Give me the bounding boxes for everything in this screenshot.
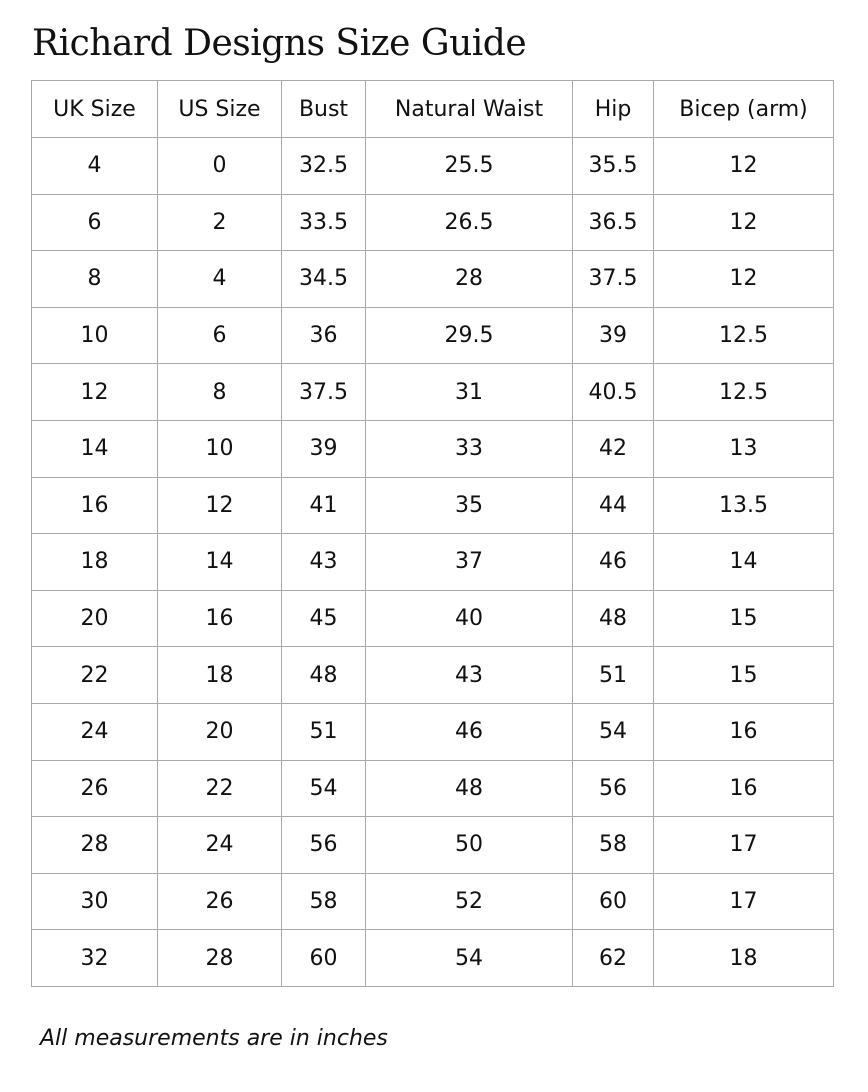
- table-row: [32, 873, 834, 930]
- bicep-cell: 12: [654, 138, 834, 195]
- table-row: [32, 420, 834, 477]
- bust-cell: 34.5: [282, 251, 366, 308]
- bicep-cell: 17: [654, 873, 834, 930]
- uk-size-cell: 4: [32, 138, 158, 195]
- bicep-cell: 14: [654, 534, 834, 591]
- table-header-row: [32, 81, 834, 138]
- hip-cell: 44: [573, 477, 654, 534]
- size-guide-table: [31, 80, 834, 987]
- us-size-cell: 8: [158, 364, 282, 421]
- natural-waist-cell: 25.5: [366, 138, 573, 195]
- natural-waist-cell: 37: [366, 534, 573, 591]
- uk-size-cell: 6: [32, 194, 158, 251]
- hip-cell: 35.5: [573, 138, 654, 195]
- us-size-cell: 22: [158, 760, 282, 817]
- bust-cell: 36: [282, 307, 366, 364]
- table-row: [32, 194, 834, 251]
- uk-size-cell: 10: [32, 307, 158, 364]
- natural-waist-cell: 40: [366, 590, 573, 647]
- bicep-cell: 17: [654, 817, 834, 874]
- uk-size-cell: 24: [32, 703, 158, 760]
- bust-cell: 33.5: [282, 194, 366, 251]
- header-uk-size: UK Size: [32, 81, 158, 138]
- natural-waist-cell: 54: [366, 930, 573, 987]
- hip-cell: 58: [573, 817, 654, 874]
- us-size-cell: 16: [158, 590, 282, 647]
- bust-cell: 45: [282, 590, 366, 647]
- us-size-cell: 24: [158, 817, 282, 874]
- table-row: [32, 534, 834, 591]
- bust-cell: 56: [282, 817, 366, 874]
- hip-cell: 39: [573, 307, 654, 364]
- table-row: [32, 930, 834, 987]
- us-size-cell: 10: [158, 420, 282, 477]
- table-row: [32, 477, 834, 534]
- uk-size-cell: 28: [32, 817, 158, 874]
- uk-size-cell: 18: [32, 534, 158, 591]
- bicep-cell: 18: [654, 930, 834, 987]
- bust-cell: 43: [282, 534, 366, 591]
- us-size-cell: 12: [158, 477, 282, 534]
- hip-cell: 48: [573, 590, 654, 647]
- natural-waist-cell: 33: [366, 420, 573, 477]
- us-size-cell: 6: [158, 307, 282, 364]
- uk-size-cell: 32: [32, 930, 158, 987]
- bust-cell: 37.5: [282, 364, 366, 421]
- hip-cell: 46: [573, 534, 654, 591]
- bicep-cell: 12.5: [654, 364, 834, 421]
- hip-cell: 54: [573, 703, 654, 760]
- natural-waist-cell: 52: [366, 873, 573, 930]
- hip-cell: 62: [573, 930, 654, 987]
- bicep-cell: 13: [654, 420, 834, 477]
- header-bust: Bust: [282, 81, 366, 138]
- bicep-cell: 15: [654, 590, 834, 647]
- natural-waist-cell: 29.5: [366, 307, 573, 364]
- uk-size-cell: 20: [32, 590, 158, 647]
- bust-cell: 48: [282, 647, 366, 704]
- bicep-cell: 13.5: [654, 477, 834, 534]
- bicep-cell: 12: [654, 194, 834, 251]
- natural-waist-cell: 31: [366, 364, 573, 421]
- natural-waist-cell: 43: [366, 647, 573, 704]
- table-row: [32, 590, 834, 647]
- hip-cell: 51: [573, 647, 654, 704]
- natural-waist-cell: 28: [366, 251, 573, 308]
- uk-size-cell: 22: [32, 647, 158, 704]
- hip-cell: 56: [573, 760, 654, 817]
- table-row: [32, 760, 834, 817]
- us-size-cell: 18: [158, 647, 282, 704]
- table-body: [32, 138, 834, 987]
- uk-size-cell: 16: [32, 477, 158, 534]
- table-row: [32, 703, 834, 760]
- table-row: [32, 647, 834, 704]
- us-size-cell: 20: [158, 703, 282, 760]
- us-size-cell: 28: [158, 930, 282, 987]
- hip-cell: 40.5: [573, 364, 654, 421]
- natural-waist-cell: 26.5: [366, 194, 573, 251]
- uk-size-cell: 12: [32, 364, 158, 421]
- uk-size-cell: 14: [32, 420, 158, 477]
- table-row: [32, 307, 834, 364]
- header-hip: Hip: [573, 81, 654, 138]
- us-size-cell: 14: [158, 534, 282, 591]
- table-row: [32, 251, 834, 308]
- bicep-cell: 12.5: [654, 307, 834, 364]
- bust-cell: 60: [282, 930, 366, 987]
- header-natural-waist: Natural Waist: [366, 81, 573, 138]
- uk-size-cell: 8: [32, 251, 158, 308]
- table-row: [32, 138, 834, 195]
- us-size-cell: 26: [158, 873, 282, 930]
- natural-waist-cell: 50: [366, 817, 573, 874]
- us-size-cell: 2: [158, 194, 282, 251]
- natural-waist-cell: 48: [366, 760, 573, 817]
- us-size-cell: 0: [158, 138, 282, 195]
- hip-cell: 42: [573, 420, 654, 477]
- page-title: Richard Designs Size Guide: [32, 23, 527, 64]
- bust-cell: 51: [282, 703, 366, 760]
- bicep-cell: 12: [654, 251, 834, 308]
- bust-cell: 39: [282, 420, 366, 477]
- hip-cell: 37.5: [573, 251, 654, 308]
- bust-cell: 58: [282, 873, 366, 930]
- bicep-cell: 16: [654, 760, 834, 817]
- natural-waist-cell: 35: [366, 477, 573, 534]
- bust-cell: 41: [282, 477, 366, 534]
- uk-size-cell: 26: [32, 760, 158, 817]
- measurement-note: All measurements are in inches: [40, 1026, 388, 1051]
- natural-waist-cell: 46: [366, 703, 573, 760]
- bust-cell: 54: [282, 760, 366, 817]
- bicep-cell: 16: [654, 703, 834, 760]
- us-size-cell: 4: [158, 251, 282, 308]
- hip-cell: 60: [573, 873, 654, 930]
- uk-size-cell: 30: [32, 873, 158, 930]
- table-row: [32, 817, 834, 874]
- table-row: [32, 364, 834, 421]
- hip-cell: 36.5: [573, 194, 654, 251]
- bicep-cell: 15: [654, 647, 834, 704]
- header-bicep: Bicep (arm): [654, 81, 834, 138]
- header-us-size: US Size: [158, 81, 282, 138]
- bust-cell: 32.5: [282, 138, 366, 195]
